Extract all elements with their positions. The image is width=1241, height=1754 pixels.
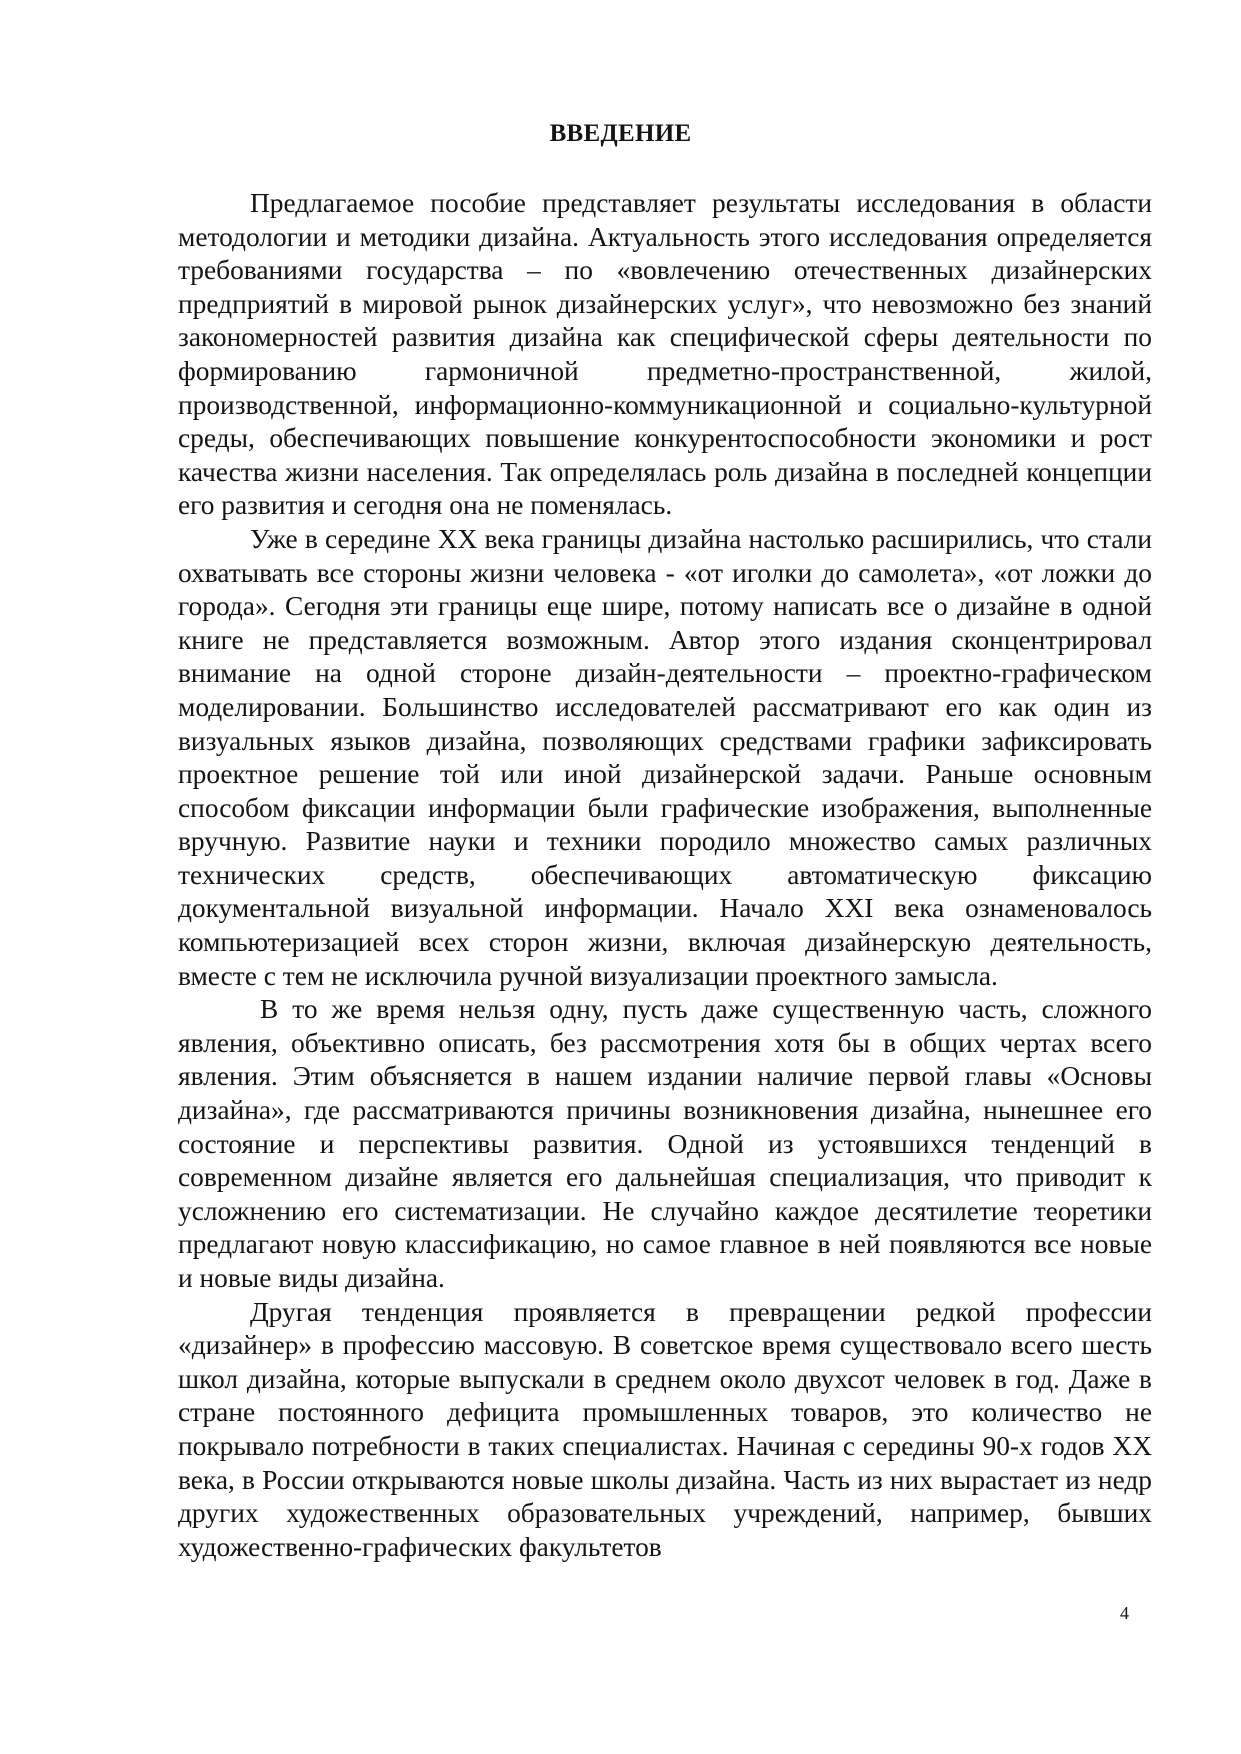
paragraph-4: Другая тенденция проявляется в превращении редкой профессии «дизайнер» в профессию массовую. В советское время существовало всего шесть школ дизайна, которые выпускали в среднем около двухсот человек в год. Даже в стране постоянного дефицита промышленных товаров, это количество не покрывало потребности в таких специалистах. Начиная с середины 90-х годов XX века, в России открываются новые школы дизайна. Часть из них вырастает из недр других художественных образовательных учреждений, например, бывших художественно-графических факультетов xyxy=(178,1296,1152,1562)
paragraph-1: Предлагаемое пособие представляет результаты исследования в области методологии и методики дизайна. Актуальность этого исследования определяется требованиями государства – по «вовлечению отечественных дизайнерских предприятий в мировой рынок дизайнерских услуг», что невозможно без знаний закономерностей развития дизайна как специфической сферы деятельности по формированию гармоничной предметно-пространственной, жилой, производственной, информационно-коммуникационной и социально-культурной среды, обеспечивающих повышение конкурентоспособности экономики и рост качества жизни населения. Так определялась роль дизайна в последней концепции его развития и сегодня она не поменялась. xyxy=(178,188,1152,521)
section-heading: ВВЕДЕНИЕ xyxy=(549,120,692,147)
body-text xyxy=(178,187,1152,1564)
page-number: 4 xyxy=(1120,1603,1129,1623)
paragraph-2: Уже в середине XX века границы дизайна настолько расширились, что стали охватывать все стороны жизни человека - «от иголки до самолета», «от ложки до города». Сегодня эти границы еще шире, потому написать все о дизайне в одной книге не представляется возможным. Автор этого издания сконцентрировал внимание на одной стороне дизайн-деятельности – проектно-графическом моделировании. Большинство исследователей рассматривают его как один из визуальных языков дизайна, позволяющих средствами графики зафиксировать проектное решение той или иной дизайнерской задачи. Раньше основным способом фиксации информации были графические изображения, выполненные вручную. Развитие науки и техники породило множество самых различных технических средств, обеспечивающих автоматическую фиксацию документальной визуальной информации. Начало XXI века ознаменовалось компьютеризацией всех сторон жизни, включая дизайнерскую деятельность, вместе с тем не исключила ручной визуализации проектного замысла. xyxy=(178,523,1152,991)
paragraph-3: В то же время нельзя одну, пусть даже существенную часть, сложного явления, объективно описать, без рассмотрения хотя бы в общих чертах всего явления. Этим объясняется в нашем издании наличие первой главы «Основы дизайна», где рассматриваются причины возникновения дизайна, нынешнее его состояние и перспективы развития. Одной из устоявшихся тенденций в современном дизайне является его дальнейшая специализация, что приводит к усложнению его систематизации. Не случайно каждое десятилетие теоретики предлагают новую классификацию, но самое главное в ней появляются все новые и новые виды дизайна. xyxy=(178,994,1152,1293)
